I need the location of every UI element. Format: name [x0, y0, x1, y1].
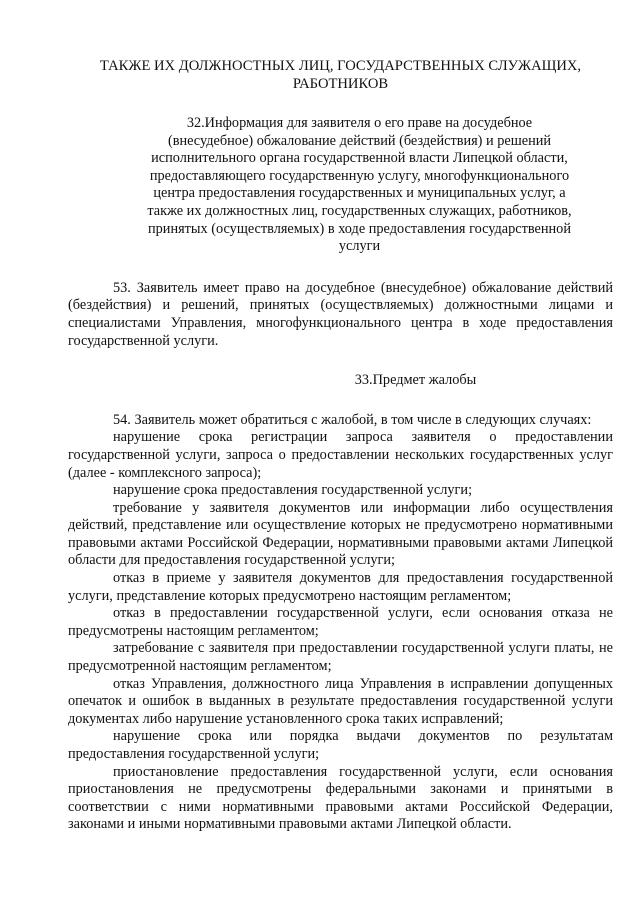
paragraph-54-intro: 54. Заявитель может обратиться с жалобой, в том числе в следующих случаях:	[113, 411, 592, 428]
spacer	[68, 350, 613, 372]
spacer	[68, 256, 613, 280]
continued-section-heading: ТАКЖЕ ИХ ДОЛЖНОСТНЫХ ЛИЦ, ГОСУДАРСТВЕННЫХ СЛУЖАЩИХ, РАБОТНИКОВ	[99, 58, 582, 92]
list-item: отказ Управления, должностного лица Управления в исправлении допущенных опечаток и ошибок в выданных в результате предоставления государственной услуги документах либо нарушение установленного срока таких исправлений;	[68, 675, 613, 727]
list-item: нарушение срока или порядка выдачи документов по результатам предоставления государственной услуги;	[68, 728, 613, 762]
list-item: отказ в приеме у заявителя документов для предоставления государственной услуги, представление которых предусмотрено настоящим регламентом;	[68, 570, 613, 604]
document-page	[68, 57, 613, 834]
list-item: нарушение срока регистрации запроса заявителя о предоставлении государственной услуги, запроса о предоставлении нескольких государственных услуг (далее - комплексного запроса);	[68, 429, 613, 481]
list-item: приостановление предоставления государственной услуги, если основания приостановления не предусмотрены федеральными законами и принятыми в соответствии с ними нормативными правовыми актами Российской Федерации, законами и иными нормативными правовыми актами Липецкой области.	[68, 763, 613, 833]
spacer	[68, 390, 613, 412]
section-32-title: 32.Информация для заявителя о его праве на досудебное (внесудебное) обжалование действий (бездействия) и решений исполнительного органа государственной власти Липецкой области, предоставляющего государственную услугу, многофункционального центра предоставления государственных и муниципальных услуг, а также их должностных лиц, государственных служащих, работников, принятых (осуществляемых) в ходе предоставления государственной услуги	[147, 115, 572, 255]
list-item: нарушение срока предоставления государственной услуги;	[113, 482, 473, 499]
complaint-cases-list	[68, 429, 613, 834]
section-33-title: 33.Предмет жалобы	[354, 372, 477, 389]
list-item: требование у заявителя документов или информации либо осуществления действий, представление или осуществление которых не предусмотрено нормативными правовыми актами Российской Федерации, нормативными правовыми актами Липецкой области для предоставления государственной услуги;	[68, 499, 613, 569]
list-item: затребование с заявителя при предоставлении государственной услуги платы, не предусмотренной настоящим регламентом;	[68, 640, 613, 675]
paragraph-53: 53. Заявитель имеет право на досудебное (внесудебное) обжалование действий (бездействия) и решений, принятых (осуществляемых) должностными лицами и специалистами Управления, многофункционального центра в ходе предоставления государственной услуги.	[68, 279, 613, 349]
list-item: отказ в предоставлении государственной услуги, если основания отказа не предусмотрены настоящим регламентом;	[68, 605, 613, 639]
